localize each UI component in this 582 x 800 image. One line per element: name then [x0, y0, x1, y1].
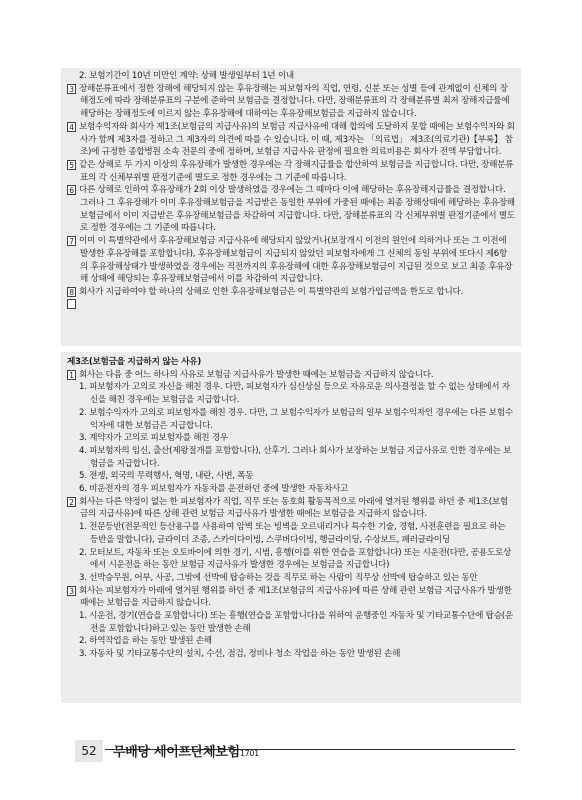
clause-item — [67, 286, 515, 299]
item-number: 3 — [67, 586, 76, 596]
footer-title — [113, 741, 259, 760]
item-number: 8 — [67, 287, 76, 297]
sub-item: 1. 전문등반(전문적인 등산용구를 사용하여 암벽 또는 빙벽을 오르내리거나 특수한 기술, 경험, 사전훈련을 필요로 하는 등반을 말합니다), 글라이더 조종, 스카이다이빙, 스쿠버다이빙, 행글라이딩, 수상보트, 패러글라이딩 — [79, 522, 506, 545]
clause-item — [67, 369, 515, 382]
clause-item — [67, 496, 515, 521]
item-text: 회사는 다음 중 어느 하나의 사유로 보험금 지급사유가 발생한 때에는 보험금을 지급하지 않습니다. — [79, 369, 434, 380]
item-text: 다른 상해로 인하여 후유장해가 2회 이상 발생하였을 경우에는 그 때마다 이에 해당하는 후유장해지급률을 결정합니다. 그러나 그 후유장해가 이미 후유장해보험금을 지급받은 동일한 부위에 가중된 때에는 최종 장해상태에 해당하는 후유장해보험금에서 이미 지급받은 후유장해보험금을 차감하여 지급합니다. 다만, 장해분류표의 각 신체부위별 판정기준에서 별도로 정한 경우에는 그 기준에 따릅니다. — [79, 185, 515, 234]
sub-item: 4. 피보험자의 임신, 출산(제왕절개를 포함합니다), 산후기. 그러나 회사가 보장하는 보험금 지급사유로 인한 경우에는 보험금을 지급합니다. — [79, 445, 512, 469]
clause-item — [67, 585, 515, 610]
item-number: 2 — [67, 497, 76, 507]
article-title: 제3조(보험금을 지급하지 않는 사유) — [67, 357, 202, 367]
item-text: 회사는 다른 약정이 없는 한 피보험자가 직업, 직무 또는 동호회 활동목적으로 아래에 열거된 행위를 하던 중 제1조(보험금의 지급사유)에 따른 상해 관련 보험금 지급사유가 발생한 때에는 보험금을 지급하지 않습니다. — [79, 496, 508, 520]
item-number: 4 — [67, 122, 76, 132]
item-text: 회사가 지급하여야 할 하나의 상해로 인한 후유장해보험금은 이 특별약관의 보험가입금액을 한도로 합니다. — [79, 286, 464, 297]
clause-item — [67, 121, 515, 159]
sub-item: 1. 시운전, 경기(연습을 포함합니다) 또는 흥행(연습을 포함합니다)을 위하여 운행중인 자동차 및 기타교통수단에 탑승(운전을 포함합니다)하고 있는 동안 발생한 손해 — [79, 611, 513, 634]
sub-item: 6. 비운전자의 경우 피보험자가 자동차를 운전하던 중에 발생한 자동차사고 — [79, 484, 349, 495]
sub-item: 3. 선박승무원, 어부, 사공, 그밖에 선박에 탑승하는 것을 직무로 하는 사람이 직무상 선박에 탑승하고 있는 동안 — [79, 572, 478, 583]
clause-box-2 — [61, 352, 521, 703]
clause-item — [67, 83, 515, 121]
clause-item — [67, 235, 515, 286]
item-number — [67, 299, 76, 309]
sub-item: 3. 자동차 및 기타교통수단의 설치, 수선, 점검, 정비나 청소 작업을 하는 동안 발생된 손해 — [79, 649, 401, 660]
item-text: 회사는 피보험자가 아래에 열거된 행위를 하던 중 제1조(보험금의 지급사유)에 따른 상해 관련 보험금 지급사유가 발생한 때에는 보험금을 지급하지 않습니다. — [79, 585, 512, 609]
clause-item — [67, 299, 515, 313]
item-text: 장해분류표에서 정한 장해에 해당되지 않는 후유장해는 피보험자의 직업, 연령, 신분 또는 성별 등에 관계없이 신체의 장해정도에 따라 장해분류표의 구분에 준하여 보험금을 결정합니다. 다만, 장해분류표의 각 장해분류별 최저 장해지급률에 해당하는 장해정도에 이르지 않는 후유장해에 대하여는 후유장해보험금을 지급하지 않습니다. — [79, 83, 510, 120]
page-footer — [75, 737, 515, 767]
sub-item: 2. 모터보트, 자동차 또는 오토바이에 의한 경기, 시범, 흥행(이를 위한 연습을 포함합니다) 또는 시운전(다만, 공용도로상에서 시운전을 하는 동안 보험금 지급사유가 발생한 경우에는 보험금을 지급합니다) — [79, 547, 512, 571]
clause-item — [67, 184, 515, 235]
item-text: 이미 이 특별약관에서 후유장해보험금 지급사유에 해당되지 않았거나(보장개시 이전의 원인에 의하거나 또는 그 이전에 발생한 후유장해를 포함합니다), 후유장해보험금이 지급되지 않았던 피보험자에게 그 신체의 동일 부위에 또다시 제6항의 후유장해상태가 발생하였을 경우에는 직전까지의 후유장해에 대한 후유장해보험금이 지급된 것으로 보고 최종 후유장해 상태에 해당되는 후유장해보험금에서 이를 차감하여 지급합니다. — [79, 236, 513, 285]
sub-item: 3. 계약자가 고의로 피보험자를 해친 경우 — [79, 433, 228, 444]
sub-item: 2. 보험수익자가 고의로 피보험자를 해친 경우. 다만, 그 보험수익자가 보험금의 일부 보험수익자인 경우에는 다른 보험수익자에 대한 보험금은 지급합니다. — [79, 407, 513, 431]
item-number: 6 — [67, 185, 76, 195]
product-code: 1701 — [239, 749, 259, 758]
product-name: 무배당 세이프단체보험 — [113, 745, 240, 760]
item-number: 1 — [67, 370, 76, 380]
sub-item: 1. 피보험자가 고의로 자신을 해친 경우. 다만, 피보험자가 심신상실 등으로 자유로운 의사결정을 할 수 없는 상태에서 자신을 해친 경우에는 보험금을 지급합니다. — [79, 382, 510, 406]
clause-item — [67, 159, 515, 184]
sub-item: 5. 전쟁, 외국의 무력행사, 혁명, 내란, 사변, 폭동 — [79, 471, 254, 482]
sub-item: 2. 하역작업을 하는 동안 발생된 손해 — [79, 636, 212, 647]
sub-item: 2. 보험기간이 10년 미만인 계약: 상해 발생일부터 1년 이내 — [79, 71, 294, 81]
item-number: 5 — [67, 160, 76, 170]
page-number: 52 — [75, 740, 103, 762]
item-number: 7 — [67, 236, 76, 246]
item-number: 3 — [67, 84, 76, 94]
clause-box-1 — [61, 68, 521, 346]
item-text: 같은 상해로 두 가지 이상의 후유장해가 발생한 경우에는 각 장해지급률을 합산하여 보험금을 지급합니다. 다만, 장해분류표의 각 신체부위별 판정기준에 별도로 정한 경우에는 그 기준에 따릅니다. — [79, 159, 514, 183]
item-text: 보험수익자와 회사가 제1조(보험금의 지급사유)의 보험금 지급사유에 대해 합의에 도달하지 못할 때에는 보험수익자와 회사가 함께 제3자를 정하고 그 제3자의 의견에 따를 수 있습니다. 이 때, 제3자는 「의료법」 제3조(의료기관)【부록】 참조)에 규정한 종합병원 소속 전문의 중에 정하며, 보험금 지급사유 판정에 필요한 의료비용은 회사가 전액 부담합니다. — [79, 121, 515, 158]
